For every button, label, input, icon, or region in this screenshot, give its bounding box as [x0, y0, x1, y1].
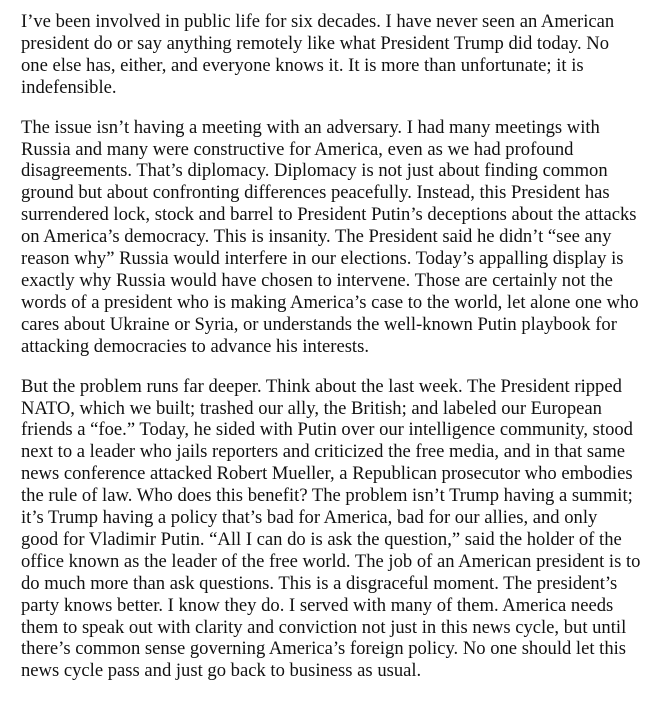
- text-line: indefensible.: [21, 76, 117, 98]
- text-line: president do or say anything remotely like what President Trump did today. No: [21, 32, 610, 54]
- text-line: I’ve been involved in public life for six decades. I have never seen an American: [21, 11, 615, 32]
- paragraph-2: [21, 117, 653, 358]
- text-line: exactly why Russia would have chosen to intervene. Those are certainly not the: [21, 269, 613, 291]
- statement-document: [21, 11, 653, 700]
- text-line: office known as the leader of the free world. The job of an American president is to: [21, 550, 641, 572]
- text-line: friends a “foe.” Today, he sided with Putin over our intelligence community, stood: [21, 419, 633, 441]
- text-line: good for Vladimir Putin. “All I can do is ask the question,” said the holder of the: [21, 528, 622, 550]
- text-line: news conference attacked Robert Mueller, a Republican prosecutor who embodies: [21, 463, 633, 485]
- text-line: do much more than ask questions. This is a disgraceful moment. The president’s: [21, 572, 618, 594]
- text-line: on America’s democracy. This is insanity. The President said he didn’t “see any: [21, 226, 612, 248]
- paragraph-3: [21, 376, 653, 683]
- text-line: The issue isn’t having a meeting with an adversary. I had many meetings with: [21, 116, 600, 138]
- text-line: attacking democracies to advance his interests.: [21, 335, 369, 357]
- text-line: there’s common sense governing America’s foreign policy. No one should let this: [21, 638, 627, 660]
- text-line: reason why” Russia would interfere in our elections. Today’s appalling display is: [21, 248, 624, 270]
- text-line: them to speak out with clarity and conviction not just in this news cycle, but until: [21, 616, 627, 638]
- text-line: it’s Trump having a policy that’s bad for America, bad for our allies, and only: [21, 507, 598, 529]
- text-line: news cycle pass and just go back to business as usual.: [21, 660, 422, 682]
- text-line: cares about Ukraine or Syria, or understands the well-known Putin playbook for: [21, 313, 617, 335]
- text-line: Russia and many were constructive for America, even as we had profound: [21, 138, 574, 160]
- text-line: words of a president who is making America’s case to the world, let alone one who: [21, 291, 639, 313]
- text-line: surrendered lock, stock and barrel to President Putin’s deceptions about the attacks: [21, 204, 637, 226]
- text-line: one else has, either, and everyone knows it. It is more than unfortunate; it is: [21, 54, 584, 76]
- text-line: disagreements. That’s diplomacy. Diplomacy is not just about finding common: [21, 160, 608, 182]
- text-line: the rule of law. Who does this benefit? The problem isn’t Trump having a summit;: [21, 485, 633, 507]
- text-line: But the problem runs far deeper. Think about the last week. The President ripped: [21, 375, 622, 397]
- text-line: next to a leader who jails reporters and criticized the free media, and in that same: [21, 441, 626, 463]
- text-line: party knows better. I know they do. I served with many of them. America needs: [21, 594, 614, 616]
- text-line: ground but about confronting differences peacefully. Instead, this President has: [21, 182, 610, 204]
- paragraph-1: [21, 11, 653, 99]
- text-line: NATO, which we built; trashed our ally, the British; and labeled our European: [21, 397, 602, 419]
